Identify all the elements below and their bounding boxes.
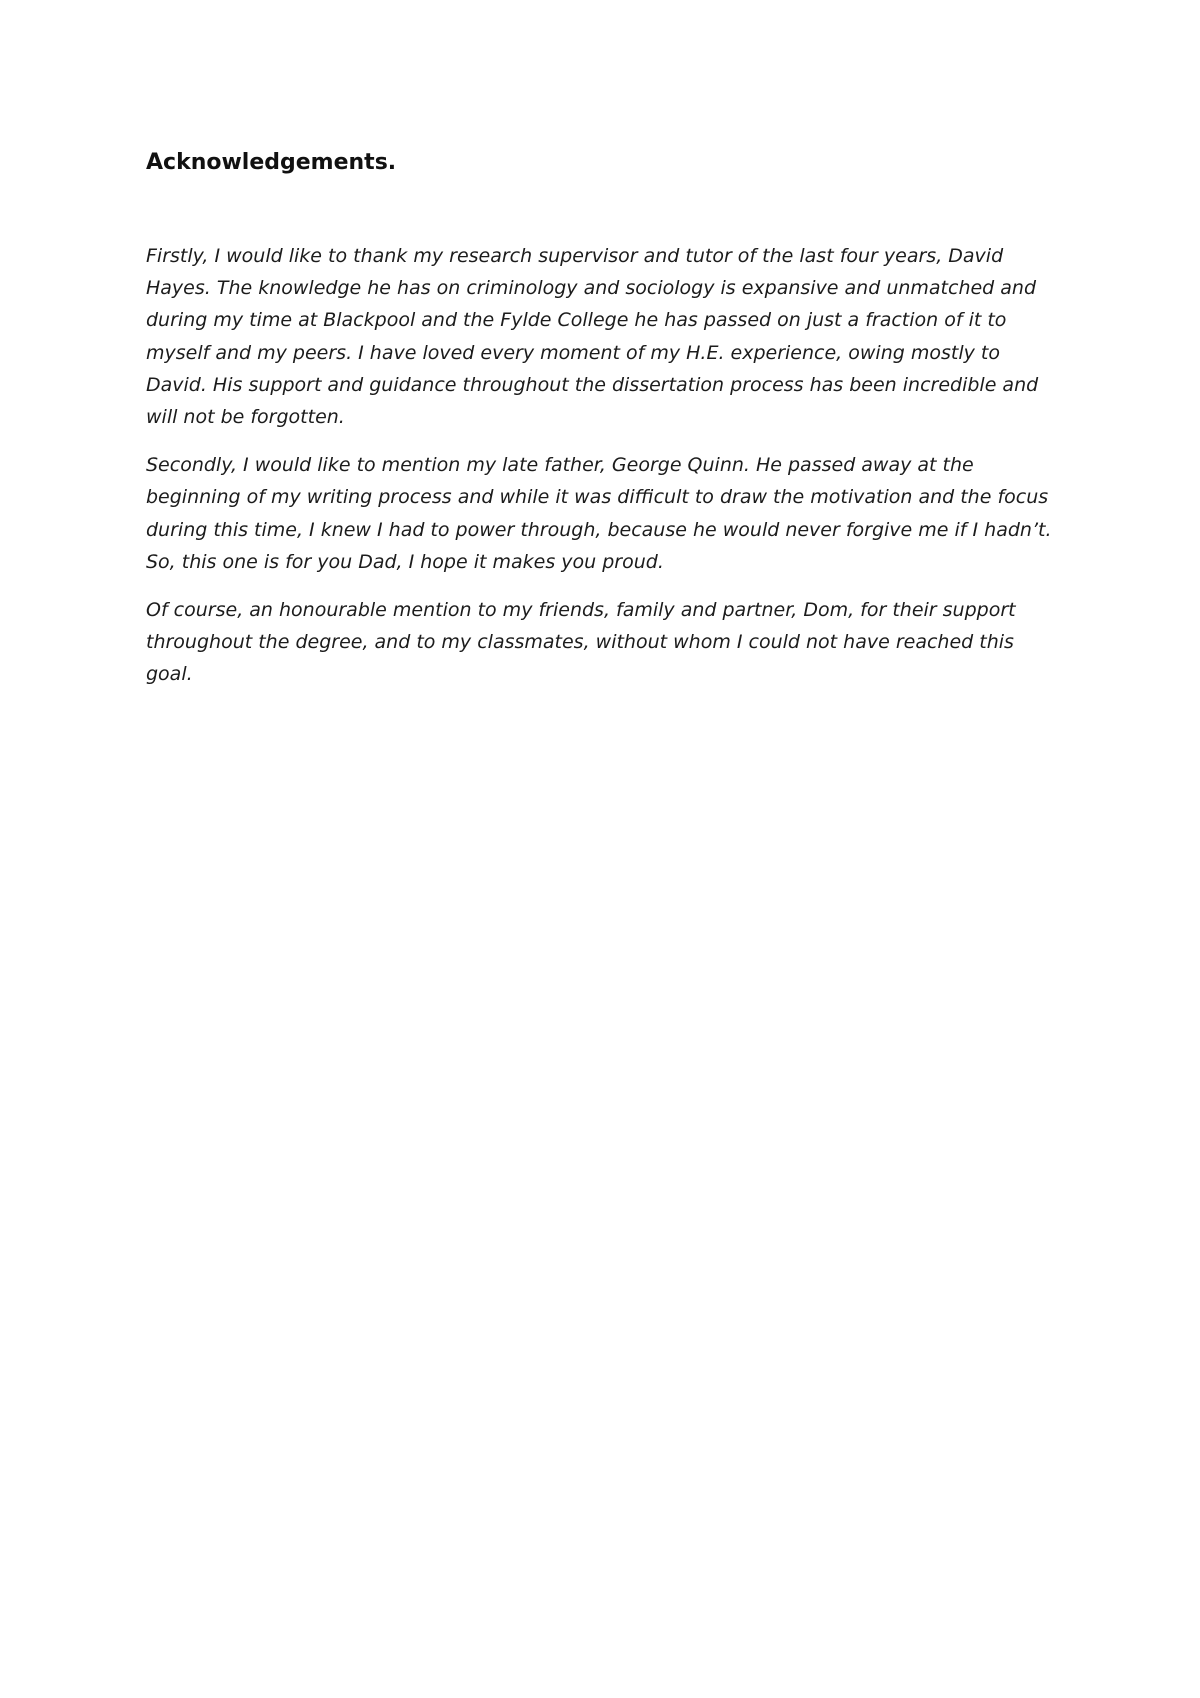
page-content <box>146 148 1066 707</box>
paragraph-supervisor-thanks: Firstly, I would like to thank my research supervisor and tutor of the last four years, David Hayes. The knowledge he has on criminology and sociology is expansive and unmatched and during my time at Blackpool and the Fylde College he has passed on just a fraction of it to myself and my peers. I have loved every moment of my H.E. experience, owing mostly to David. His support and guidance throughout the dissertation process has been incredible and will not be forgotten. <box>146 245 1039 429</box>
page-title: Acknowledgements. <box>146 150 397 175</box>
paragraph-friends-family-thanks: Of course, an honourable mention to my friends, family and partner, Dom, for their support throughout the degree, and to my classmates, without whom I could not have reached this goal. <box>146 599 1016 686</box>
paragraph-father-dedication: Secondly, I would like to mention my late father, George Quinn. He passed away at the beginning of my writing process and while it was difficult to draw the motivation and the focus during this time, I knew I had to power through, because he would never forgive me if I hadn’t. So, this one is for you Dad, I hope it makes you proud. <box>146 454 1052 573</box>
